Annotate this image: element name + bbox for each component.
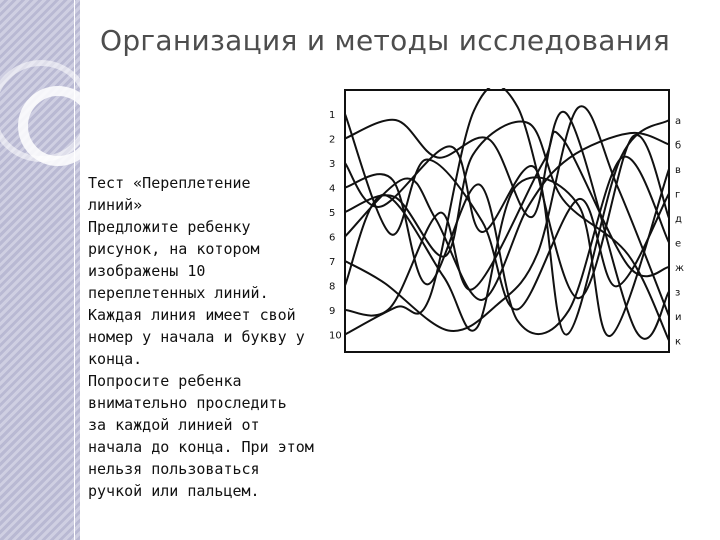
line-end-label: а: [675, 116, 682, 127]
slide-title: Организация и методы исследования: [100, 24, 670, 57]
line-end-label: б: [675, 140, 682, 152]
line-end-label: ж: [675, 263, 685, 274]
line-end-label: е: [675, 238, 682, 250]
line-start-label: 5: [329, 208, 336, 219]
line-start-label: 8: [329, 281, 336, 293]
tangled-lines-drawing: [323, 88, 693, 360]
line-start-label: 10: [329, 330, 342, 342]
line-start-labels: [329, 110, 342, 342]
line-start-label: 2: [329, 134, 336, 146]
line-end-label: в: [675, 165, 681, 176]
figure-frame: [345, 90, 669, 352]
tangled-lines-figure: [323, 88, 693, 360]
decorative-side-band: [0, 0, 80, 540]
line-end-label: д: [675, 214, 682, 225]
line-start-label: 3: [329, 159, 336, 170]
line-end-label: г: [675, 189, 681, 201]
line-start-label: 4: [329, 183, 336, 195]
slide-body-text: Тест «Переплетение линий» Предложите ребенку рисунок, на котором изображены 10 переплетенных линий. Каждая линия имеет свой номер у начала и букву у конца. Попросите ребенка внимательно проследить за каждой линией от начала до конца. При этом нельзя пользоваться ручкой или пальцем.: [88, 174, 314, 500]
line-start-label: 6: [329, 232, 336, 244]
line-start-label: 1: [329, 110, 336, 121]
line-end-label: к: [675, 336, 682, 348]
line-end-label: з: [675, 287, 681, 299]
line-start-label: 7: [329, 257, 336, 268]
decorative-circle: [18, 86, 98, 166]
line-end-label: и: [675, 312, 682, 323]
line-start-label: 9: [329, 306, 336, 317]
line-end-labels: [675, 116, 684, 348]
